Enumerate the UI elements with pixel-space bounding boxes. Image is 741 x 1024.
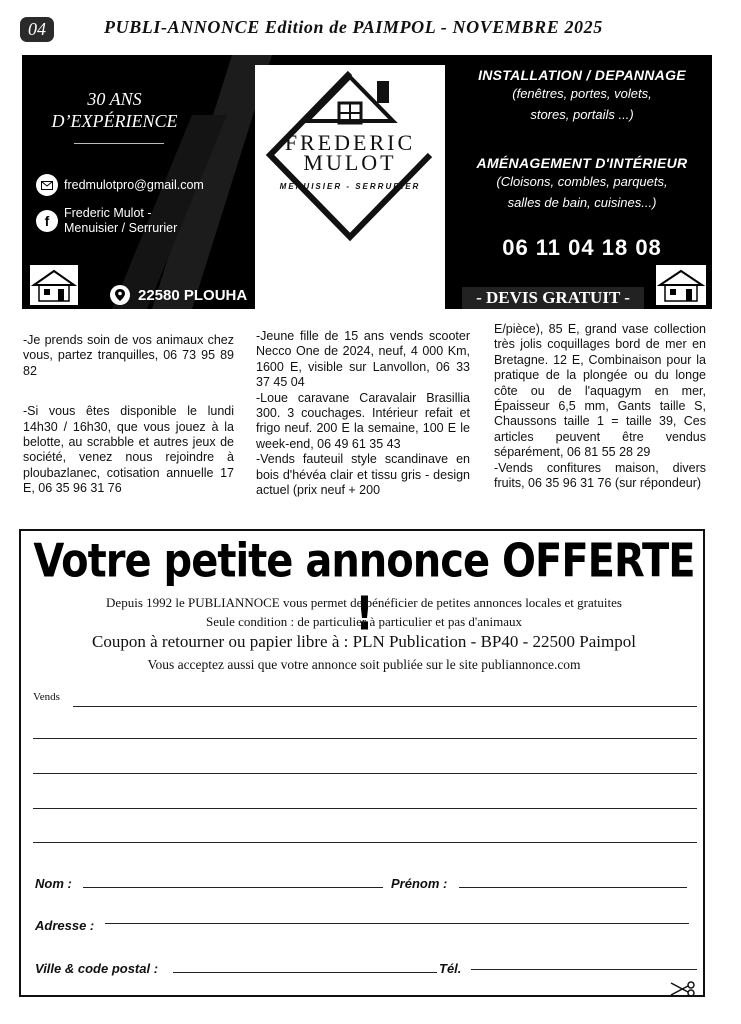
vends-line[interactable] [73, 706, 697, 707]
coupon-consent: Vous acceptez aussi que votre annonce soit publiée sur le site publiannonce.com [147, 657, 581, 672]
adresse-field[interactable] [105, 923, 689, 924]
classified-ad: -Jeune fille de 15 ans vends scooter Necco One de 2024, neuf, 4 000 Km, 1600 E, visible sur Lanvollon, 06 33 37 45 04 [256, 329, 470, 390]
coupon-intro: Depuis 1992 le PUBLIANNOCE vous permet de bénéficier de petites annonces locales et gratuites [106, 595, 622, 610]
coupon-address: Coupon à retourner ou papier libre à : PLN Publication - BP40 - 22500 Paimpol [92, 632, 636, 651]
location-text: 22580 PLOUHA [138, 286, 248, 304]
service-amenagement-line2: salles de bain, cuisines...) [507, 195, 657, 210]
advertisement-banner [22, 55, 712, 309]
classifieds-column-2 [256, 329, 470, 498]
classified-ad: -Vends confitures maison, divers fruits, 06 35 96 31 76 (sur répondeur) [494, 460, 706, 491]
classifieds-column-1 [23, 333, 234, 497]
page-title: PUBLI-ANNONCE Edition de PAIMPOL - NOVEMBRE 2025 [104, 17, 603, 37]
divider [74, 143, 164, 144]
location-pin-icon [110, 285, 130, 305]
nom-label: Nom : [35, 876, 72, 891]
vends-label: Vends [33, 691, 60, 703]
vends-line[interactable] [33, 808, 697, 809]
experience-years: 30 ANS [87, 89, 142, 109]
company-logo [255, 65, 445, 309]
facebook-line1: Frederic Mulot - [64, 206, 152, 220]
classifieds-column-3 [494, 322, 706, 491]
vends-line[interactable] [33, 842, 697, 843]
service-amenagement-title: AMÉNAGEMENT D'INTÉRIEUR [476, 155, 688, 171]
house-illustration-icon [30, 265, 78, 305]
mail-icon [36, 174, 58, 196]
tel-field[interactable] [471, 969, 697, 970]
phone-number[interactable]: 06 11 04 18 08 [502, 235, 662, 260]
experience-label: D’EXPÉRIENCE [51, 111, 178, 131]
facebook-name [64, 206, 177, 236]
free-quote-banner: - DEVIS GRATUIT - [462, 287, 644, 309]
classified-ad: E/pièce), 85 E, grand vase collection très jolis coquillages bord de mer en Bretagne. 12 E, Combinaison pour la pratique de la plongée ou du longe côte ou de l'aquagym en mer, Épaisseur 6,5 mm, Gants taille S, Chaussons taille 1 = taille 39, Ces articles peuvent être vendus séparément, 06 81 55 28 29 [494, 322, 706, 460]
ville-label: Ville & code postal : [35, 961, 159, 976]
facebook-contact[interactable] [36, 206, 177, 236]
email-address[interactable]: fredmulotpro@gmail.com [64, 177, 204, 192]
facebook-line2: Menuisier / Serrurier [64, 221, 178, 235]
classified-ad: -Loue caravane Caravalair Brasillia 300. 3 couchages. Intérieur refait et frigo neuf. 200 E la semaine, 100 E le week-end, 06 49 61 35 43 [256, 390, 470, 451]
classified-ad: -Je prends soin de vos animaux chez vous, partez tranquilles, 06 73 95 89 82 [23, 333, 234, 378]
tel-label: Tél. [439, 961, 462, 976]
service-amenagement [452, 155, 712, 213]
experience-badge [42, 88, 187, 132]
classified-ad: -Si vous êtes disponible le lundi 14h30 / 16h30, que vous jouez à la belotte, au scrabble et autres jeux de société, venez nous rejoindre à ploubazlanec, cotisation annuelle 17 E, 06 35 96 31 76 [23, 404, 234, 496]
service-installation [452, 67, 712, 125]
page-number: 04 [20, 17, 54, 42]
service-amenagement-line1: (Cloisons, combles, parquets, [496, 174, 668, 189]
ville-field[interactable] [173, 972, 437, 973]
facebook-icon: f [36, 210, 58, 232]
vends-line[interactable] [33, 738, 697, 739]
classified-ad: -Vends fauteuil style scandinave en bois d'hévéa clair et tissu gris - design actuel (prix neuf + 200 [256, 452, 470, 498]
logo-lastname: MULOT [303, 150, 397, 175]
vends-line[interactable] [33, 773, 697, 774]
service-installation-title: INSTALLATION / DEPANNAGE [478, 67, 686, 83]
email-contact[interactable] [36, 174, 204, 196]
adresse-label: Adresse : [35, 918, 95, 933]
coupon-condition: Seule condition : de particulier à particulier et pas d'animaux [205, 614, 523, 629]
location [110, 285, 247, 305]
prenom-field[interactable] [459, 887, 687, 888]
free-ad-coupon [19, 529, 705, 997]
service-installation-line1: (fenêtres, portes, volets, [512, 86, 652, 101]
prenom-label: Prénom : [391, 876, 448, 891]
scissors-icon [669, 981, 697, 997]
coupon-title: Votre petite annonce OFFERTE ! [33, 535, 695, 641]
nom-field[interactable] [83, 887, 383, 888]
service-installation-line2: stores, portails ...) [530, 107, 634, 122]
logo-subtitle: MENUISIER - SERRURIER [279, 182, 421, 191]
house-illustration-icon [656, 265, 706, 305]
logo-firstname: FREDERIC [284, 130, 416, 155]
